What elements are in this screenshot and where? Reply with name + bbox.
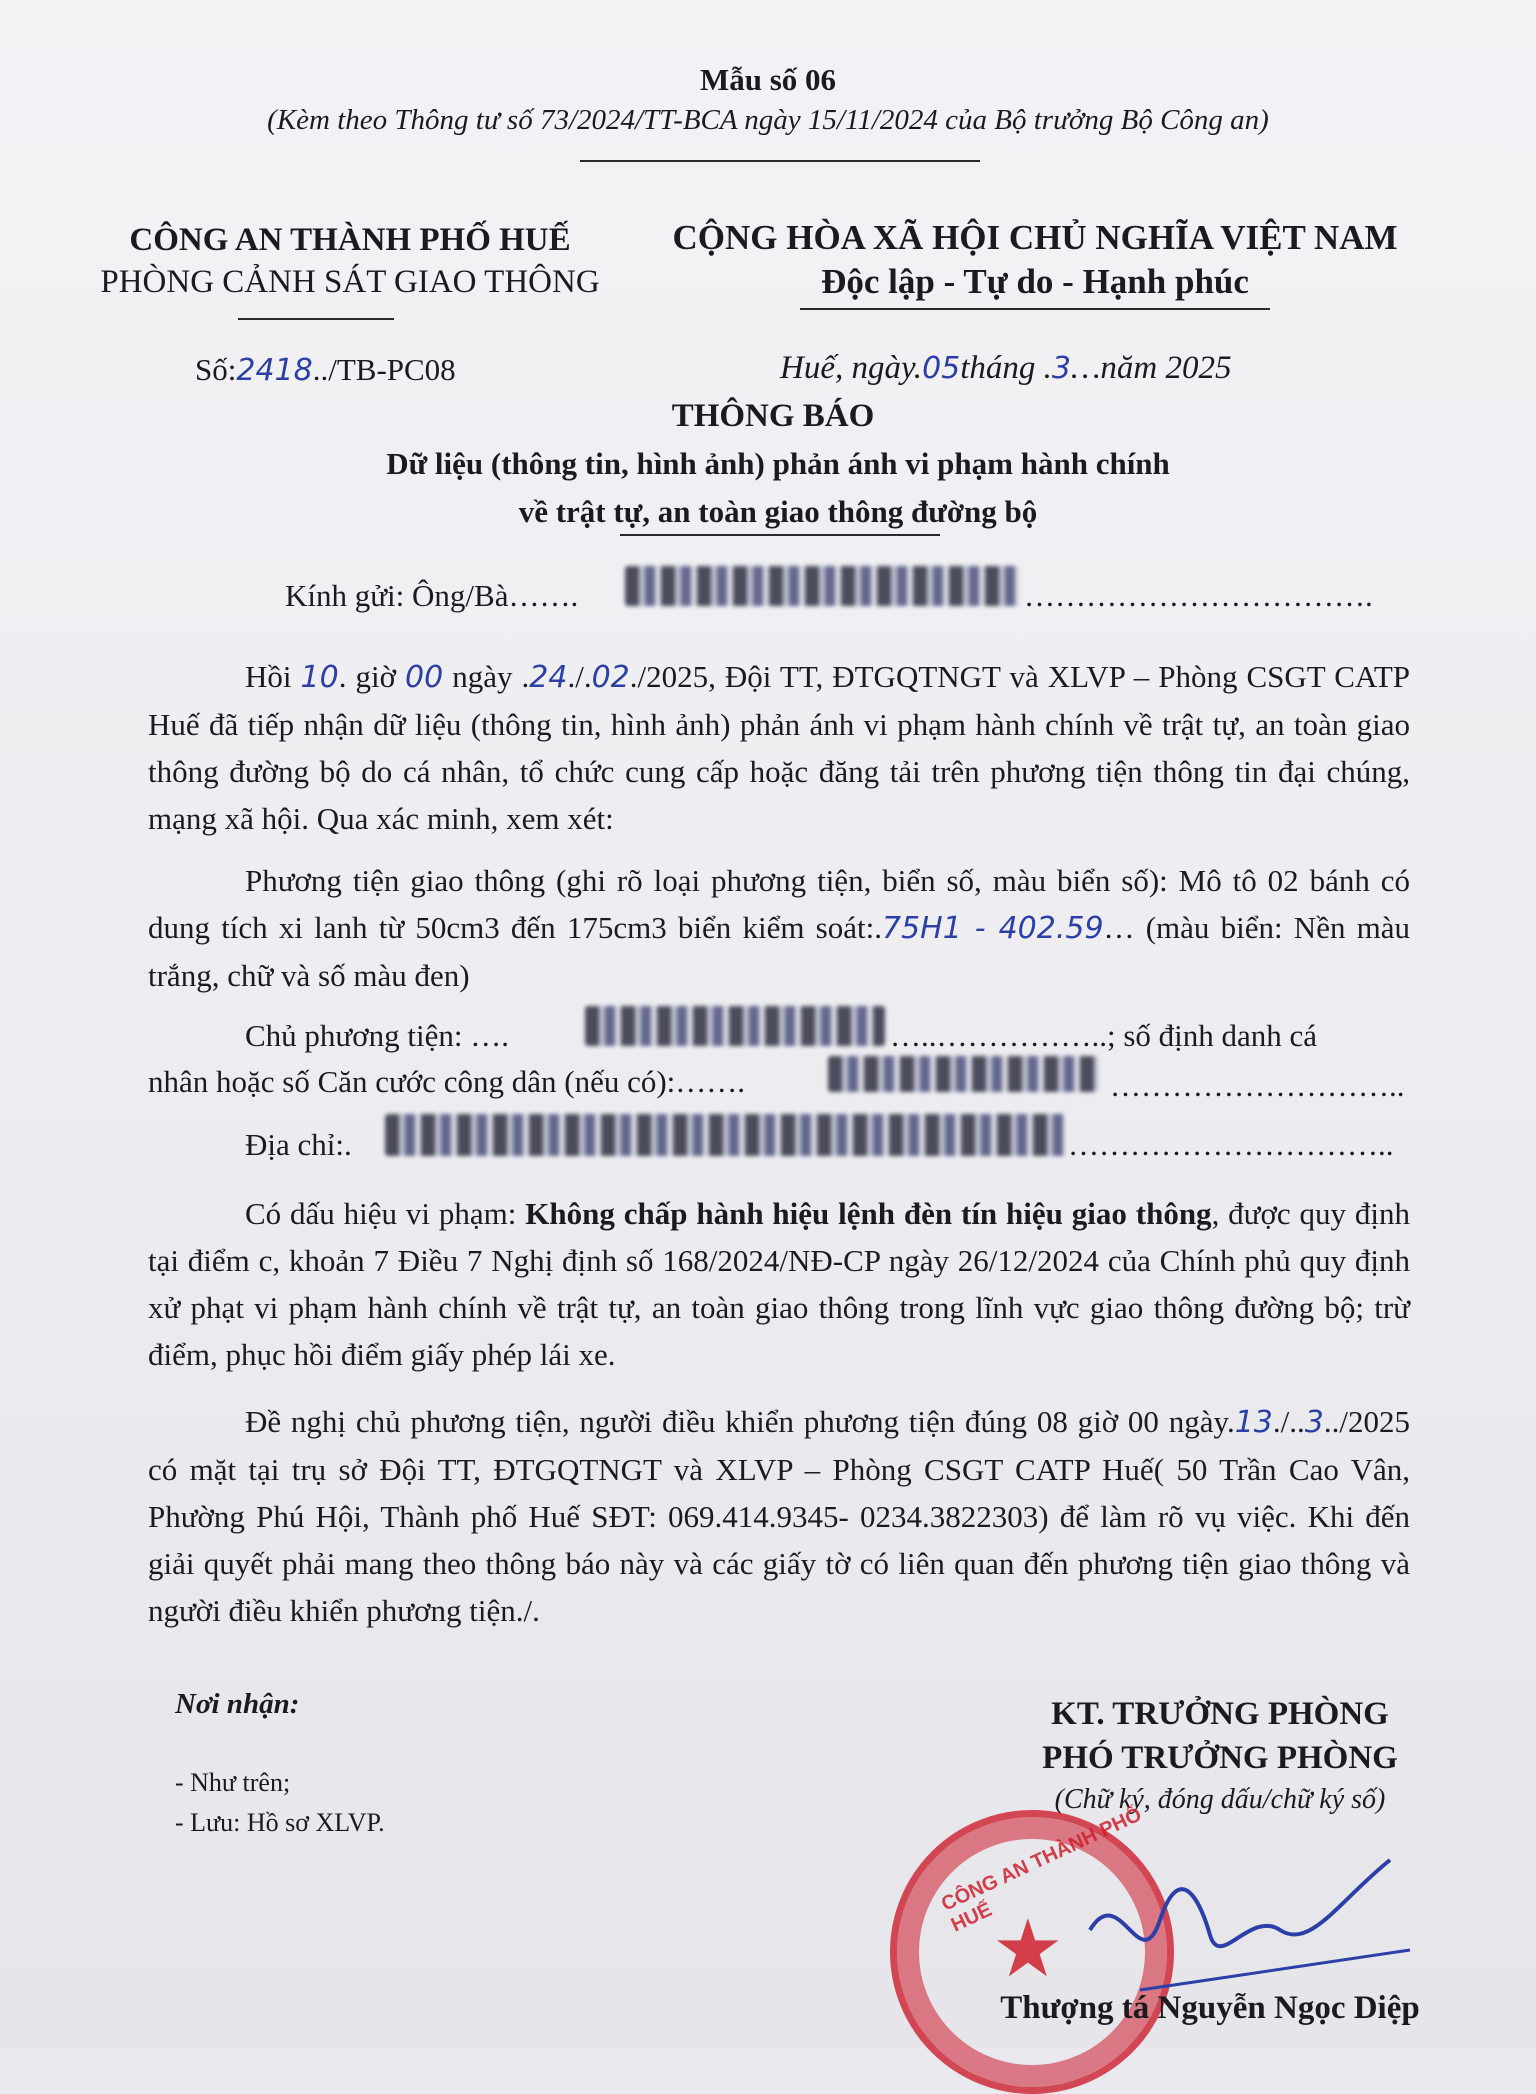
recipients-item-2: - Lưu: Hồ sơ XLVP. <box>175 1808 385 1837</box>
date-month-label: tháng . <box>960 350 1052 386</box>
recipient-label: Kính gửi: Ông/Bà……. <box>285 578 579 613</box>
issuer-department: PHÒNG CẢNH SÁT GIAO THÔNG <box>100 264 600 300</box>
form-number: Mẫu số 06 <box>699 62 837 97</box>
reference-number <box>195 352 456 388</box>
received-minute: 00 <box>405 660 444 695</box>
issuer-underline <box>238 318 394 320</box>
owner-label: Chủ phương tiện: …. <box>245 1018 509 1053</box>
redacted-address <box>385 1114 1065 1156</box>
paragraph-summons: Đề nghị chủ phương tiện, người điều khiển phương tiện đúng 08 giờ 00 ngày.13./..3../2025 có mặt tại trụ sở Đội TT, ĐTGQTNGT và XLVP – Phòng CSGT CATP Huế( 50 Trần Cao Vân, Phường Phú Hội, Thành phố Huế SĐT: 069.414.9345- 0234.3822303) để làm rõ vụ việc. Khi đến giải quyết phải mang theo thông báo này và các giấy tờ có liên quan đến phương tiện giao thông và người điều khiển phương tiện./. <box>148 1404 1410 1628</box>
signer-role-2: PHÓ TRƯỞNG PHÒNG <box>1042 1740 1398 1776</box>
date-prefix: Huế, ngày. <box>780 350 923 386</box>
paragraph-violation: Có dấu hiệu vi phạm: Không chấp hành hiệu lệnh đèn tín hiệu giao thông, được quy định tại điểm c, khoản 7 Điều 7 Nghị định số 168/2024/NĐ-CP ngày 26/12/2024 của Chính phủ quy định xử phạt vi phạm hành chính về trật tự, an toàn giao thông trong lĩnh vực giao thông đường bộ; trừ điểm, phục hồi điểm giấy phép lái xe. <box>148 1196 1410 1372</box>
document-subtitle-line1: Dữ liệu (thông tin, hình ảnh) phản ánh vi phạm hành chính <box>386 446 1170 481</box>
summons-month: 3 <box>1304 1405 1324 1440</box>
signer-role-1: KT. TRƯỞNG PHÒNG <box>1051 1696 1389 1732</box>
star-icon: ★ <box>992 1906 1064 1994</box>
nation-name: CỘNG HÒA XÃ HỘI CHỦ NGHĨA VIỆT NAM <box>672 218 1398 257</box>
owner-dots: …..……………..; số định danh cá <box>890 1018 1318 1053</box>
motto-underline <box>800 308 1270 310</box>
id-label: nhân hoặc số Căn cước công dân (nếu có):……. <box>148 1064 746 1099</box>
stamp-text: CÔNG AN THÀNH PHỐ HUẾ <box>938 1803 1146 1937</box>
document-title: THÔNG BÁO <box>671 398 875 434</box>
violation-description: Không chấp hành hiệu lệnh đèn tín hiệu giao thông <box>525 1196 1212 1231</box>
redacted-owner-name <box>585 1006 885 1046</box>
received-hour: 10 <box>300 660 339 695</box>
date-year-label: …năm 2025 <box>1071 350 1232 386</box>
redacted-id-number <box>828 1056 1098 1092</box>
redacted-recipient-name <box>625 566 1020 606</box>
received-month: 02 <box>591 660 630 695</box>
handwritten-signature <box>1080 1840 1420 2010</box>
form-attachment-note: (Kèm theo Thông tư số 73/2024/TT-BCA ngày 15/11/2024 của Bộ trưởng Bộ Công an) <box>267 104 1269 136</box>
recipient-dots: ……………………………. <box>1024 578 1373 613</box>
issuer-name: CÔNG AN THÀNH PHỐ HUẾ <box>129 222 571 258</box>
document-subtitle-line2: về trật tự, an toàn giao thông đường bộ <box>518 494 1038 529</box>
reference-handwritten: 2418 <box>236 353 313 388</box>
address-label: Địa chỉ:. <box>245 1127 352 1162</box>
reference-prefix: Số: <box>195 352 237 387</box>
signer-name: Thượng tá Nguyễn Ngọc Diệp <box>1000 1990 1420 2026</box>
received-day: 24 <box>529 660 568 695</box>
address-dots: ………………………….. <box>1068 1127 1394 1162</box>
issue-date <box>780 350 1231 387</box>
summons-day: 13 <box>1234 1405 1273 1440</box>
date-month: 3 <box>1051 351 1072 386</box>
reference-suffix: ../TB-PC08 <box>312 352 456 387</box>
date-day: 05 <box>922 351 961 386</box>
paragraph-received: Hồi 10. giờ 00 ngày .24./.02./2025, Đội TT, ĐTGQTNGT và XLVP – Phòng CSGT CATP Huế đã tiếp nhận dữ liệu (thông tin, hình ảnh) phản ánh vi phạm hành chính về trật tự, an toàn giao thông đường bộ do cá nhân, tổ chức cung cấp hoặc đăng tải trên phương tiện thông tin đại chúng, mạng xã hội. Qua xác minh, xem xét: <box>148 659 1411 836</box>
license-plate: 75H1 - 402.59 <box>881 911 1104 946</box>
recipients-title: Nơi nhận: <box>175 1688 300 1720</box>
nation-motto: Độc lập - Tự do - Hạnh phúc <box>821 262 1249 301</box>
paragraph-vehicle: Phương tiện giao thông (ghi rõ loại phương tiện, biển số, màu biển số): Mô tô 02 bánh có dung tích xi lanh từ 50cm3 đến 175cm3 biển kiểm soát:.75H1 - 402.59… (màu biển: Nền màu trắng, chữ và số màu đen) <box>148 863 1411 993</box>
signer-note: (Chữ ký, đóng dấu/chữ ký số) <box>1054 1784 1386 1815</box>
header-divider <box>580 160 980 162</box>
recipients-item-1: - Như trên; <box>175 1768 291 1797</box>
title-underline <box>620 534 940 536</box>
id-dots: ……………………….. <box>1110 1068 1405 1103</box>
